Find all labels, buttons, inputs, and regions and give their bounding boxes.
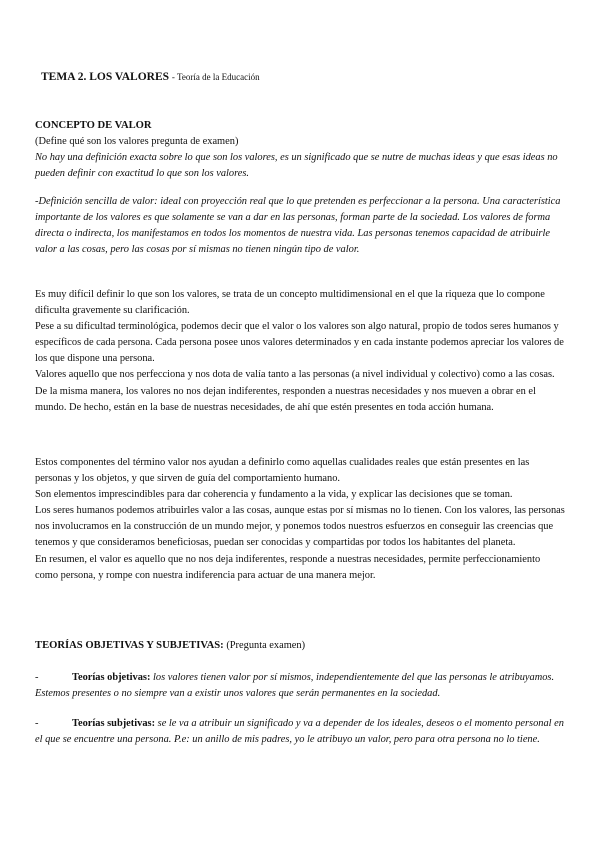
body-paragraph: De la misma manera, los valores no nos dejan indiferentes, responden a nuestras necesidades y nos mueven a obrar en el mundo. De hecho, están en la base de nuestras necesidades, de ahí que estén presentes en toda acción humana. (35, 385, 536, 413)
body-paragraph: Valores aquello que nos perfecciona y nos dota de valía tanto a las personas (a nivel individual y colectivo) como a las cosas. (35, 369, 555, 381)
body-paragraphs-2 (35, 455, 565, 584)
concept-definition: -Definición sencilla de valor: ideal con proyección real que lo que pretenden es perfeccionar a la persona. Una característica importante de los valores es que solamente se van a dar en las personas, forman parte de la sociedad. Los valores de forma directa o indirecta, los manifestamos en todos los momentos de nuestra vida. Las personas tenemos capacidad de atribuirle valor a las cosas, pero las cosas por sí mismas no tienen ningún tipo de valor. (35, 196, 561, 256)
concept-section (35, 118, 565, 182)
title-subtitle: - Teoría de la Educación (171, 72, 260, 82)
title-main: TEMA 2. LOS VALORES (41, 71, 170, 83)
body-paragraph: Son elementos imprescindibles para dar coherencia y fundamento a la vida, y explicar las decisiones que se toman. (35, 489, 513, 501)
page-title (41, 71, 260, 83)
list-dash: - (35, 672, 39, 683)
subjective-text: se le va a atribuir un significado y va a depender de los ideales, deseos o el momento personal en el que se encuentre una persona. P.e: un anillo de mis padres, yo le atribuyo un valor, pero para otra persona no lo tiene. (35, 718, 564, 746)
body-paragraphs-1 (35, 287, 565, 416)
body-paragraph: Es muy difícil definir lo que son los valores, se trata de un concepto multidimensional en el que la riqueza que lo compone dificulta gravemente su clarificación. (35, 289, 545, 317)
list-item-objective (35, 670, 565, 702)
objective-text: los valores tienen valor por sí mismos, independientemente del que las personas le atribuyamos. Estemos presentes o no siempre van a existir unos valores que serán permanentes en la sociedad. (35, 672, 555, 700)
concept-heading: CONCEPTO DE VALOR (35, 120, 152, 131)
body-paragraph: Los seres humanos podemos atribuirles valor a las cosas, aunque estas por sí mismas no lo tienen. Con los valores, las personas nos involucramos en la construcción de un mundo mejor, y ponemos todos nuestros esfuerzos en conseguir las creencias que tenemos y que consideramos beneficiosas, puedan ser conocidas y compartidas por todos los habitantes del planeta. (35, 505, 565, 549)
objective-label: Teorías objetivas: (72, 672, 151, 683)
body-paragraph: Pese a su dificultad terminológica, podemos decir que el valor o los valores son algo natural, propio de todos seres humanos y específicos de cada persona. Cada persona posee unos valores determinados y en cada instante podemos apreciar los valores de los que dispone una persona. (35, 321, 564, 365)
subjective-label: Teorías subjetivas: (72, 718, 156, 729)
body-paragraph: Estos componentes del término valor nos ayudan a definirlo como aquellas cualidades reales que están presentes en las personas y los objetos, y que sirven de guía del comportamiento humano. (35, 457, 530, 485)
theories-heading-note: (Pregunta examen) (226, 640, 306, 651)
list-item-subjective (35, 716, 565, 748)
body-paragraph: En resumen, el valor es aquello que no nos deja indiferentes, responde a nuestras necesidades, permite perfeccionamiento como persona, y rompe con nuestra indiferencia para actuar de una manera mejor. (35, 553, 541, 581)
theories-heading (35, 638, 565, 654)
concept-note: (Define qué son los valores pregunta de examen) (35, 136, 239, 148)
list-dash: - (35, 718, 39, 729)
concept-intro: No hay una definición exacta sobre lo que son los valores, es un significado que se nutre de muchas ideas y que esas ideas no pueden definir con exactitud lo que son los valores. (35, 152, 558, 180)
theories-heading-text: TEORÍAS OBJETIVAS Y SUBJETIVAS: (35, 640, 224, 651)
